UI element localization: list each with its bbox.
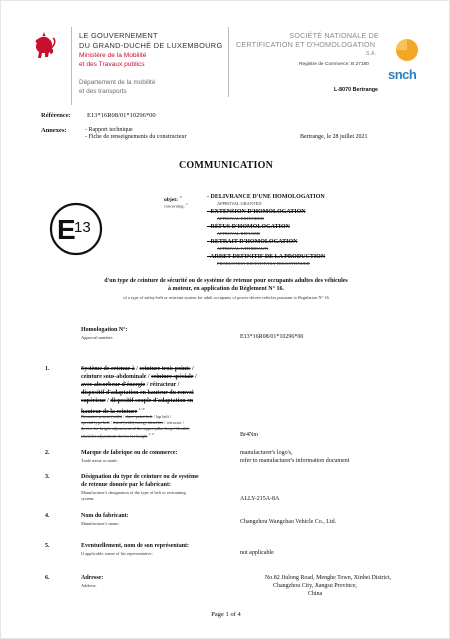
item5-value: not applicable bbox=[240, 550, 274, 556]
item1-en-line4: shoulder adjustment device for height $^{1/ 2/}$ bbox=[81, 432, 155, 439]
ministry-line2: et des Travaux publics bbox=[79, 61, 145, 68]
objet-item-granted: - DELIVRANCE D'UNE HOMOLOGATION bbox=[207, 194, 325, 200]
item2-value-line2: refer to manufacturer's information document bbox=[240, 458, 350, 464]
objet-item-discontinued: - ARRET DEFINITIF DE LA PRODUCTION bbox=[207, 254, 326, 260]
header-divider-left bbox=[71, 27, 72, 105]
annex-item: - Rapport technique bbox=[85, 127, 133, 133]
objet-item-extended: - EXTENSION D'HOMOLOGATION bbox=[207, 209, 306, 215]
item-number: 2. bbox=[45, 450, 50, 456]
item6-value-line3: China bbox=[307, 591, 323, 597]
item1-fr-line1: Système de retenue à / ceinture trois points / bbox=[81, 366, 194, 372]
item-number: 1. bbox=[45, 366, 50, 372]
reference-value: E13*16R08/01*10296*00 bbox=[87, 112, 156, 119]
item6-value-line1: No.82 Jiulong Road, Menghe Town, Xinbei District, bbox=[264, 575, 392, 581]
item-number: 4. bbox=[45, 513, 50, 519]
item3-fr-line2: de retenue donnée par le fabricant: bbox=[81, 482, 171, 488]
gov-line1: LE GOUVERNEMENT bbox=[79, 31, 158, 40]
item3-en-line2: system: bbox=[81, 496, 95, 501]
subject-fr-line2: à moteur, en application du Règlement N° 16. bbox=[167, 286, 284, 292]
item6-en: Address: bbox=[81, 583, 97, 588]
item-number: 3. bbox=[45, 474, 50, 480]
item-number: 6. bbox=[45, 575, 50, 581]
item2-value-line1: manufacturer's logo's, bbox=[240, 450, 293, 456]
item5-fr: Eventuellement, nom de son représentant: bbox=[81, 543, 190, 549]
snch-address: L-8070 Bertrange bbox=[334, 87, 379, 93]
annexes-label: Annexes: bbox=[41, 127, 67, 134]
objet-item-refused-en: APPROVAL REFUSED bbox=[217, 231, 261, 236]
reference-label: Référence: bbox=[41, 112, 71, 119]
page-title: COMMUNICATION bbox=[178, 160, 274, 171]
item1-fr-line2: ceinture sous-abdominale / ceinture spéciale / bbox=[81, 374, 197, 380]
item4-value: Changzhou Wangchao Vehicle Co., Ltd. bbox=[240, 519, 337, 525]
item1-fr-line3: avec absorbeur d'énergie / rétracteur / bbox=[81, 382, 180, 388]
objet-item-refused: - REFUS D'HOMOLOGATION bbox=[207, 224, 290, 230]
objet-item-withdrawn: - RETRAIT D'HOMOLOGATION bbox=[207, 239, 298, 245]
item-number: 5. bbox=[45, 543, 50, 549]
dept-line1: Département de la mobilité bbox=[79, 79, 156, 86]
item5-en: If applicable, name of his representative: bbox=[81, 551, 153, 556]
subject-en: of a type of safety-belt or restraint system for adult occupants of power-driven vehicles pursuant to Regulation N° 16 bbox=[123, 295, 329, 300]
subject-fr-line1: d'un type de ceinture de sécurité ou de système de retenue pour occupants adultes des véhicules bbox=[104, 278, 348, 284]
homologation-label: Homologation N°: bbox=[81, 327, 128, 333]
svg-text:E: E bbox=[57, 214, 76, 245]
item1-fr-line4: dispositif d'adaptation en hauteur du renvoi bbox=[81, 390, 194, 396]
snch-sa: S.A. bbox=[366, 51, 377, 57]
item6-fr: Adresse: bbox=[81, 575, 104, 581]
item2-en: Trade name or mark: bbox=[81, 458, 118, 463]
dept-line2: et des transports bbox=[79, 88, 127, 95]
item1-en-line3: device for height adjustment of the upper pillar loop / flexible bbox=[81, 426, 190, 431]
annex-item: - Fiche de renseignements du constructeur bbox=[85, 134, 187, 140]
lion-logo bbox=[32, 31, 56, 61]
homologation-value: E13*16R08/01*10296*00 bbox=[240, 334, 304, 340]
objet-item-extended-en: APPROVAL EXTENDED bbox=[217, 216, 264, 221]
item1-en-line2: special type belt / fitted (with) energy absorber / retractor / bbox=[81, 420, 184, 425]
item6-value-line2: Changzhou City, Jiangsu Province, bbox=[272, 583, 358, 589]
item2-fr: Marque de fabrique ou de commerce: bbox=[81, 450, 178, 456]
objet-item-discontinued-en: PRODUCTION DEFINITIVELY DISCONTINUED bbox=[217, 261, 310, 266]
snch-logo-text: snch bbox=[388, 67, 417, 82]
item3-value: ALLY-215A-8A bbox=[240, 496, 280, 502]
objet-item-granted-en: APPROVAL GRANTED bbox=[217, 201, 262, 206]
snch-name-line2: CERTIFICATION ET D'HOMOLOGATION bbox=[236, 40, 376, 49]
item1-value: Br4Nm bbox=[240, 432, 258, 438]
header-divider-right bbox=[228, 27, 229, 97]
item3-en-line1: Manufacturer's designation of the type of belt or restraining bbox=[81, 490, 186, 495]
ministry-line1: Ministère de la Mobilité bbox=[79, 52, 147, 59]
snch-register: Registre de Commerce: B 27180 bbox=[299, 62, 369, 67]
gov-line2: DU GRAND-DUCHÉ DE LUXEMBOURG bbox=[79, 41, 223, 50]
item1-en-line1: Restraint system (with) / three-point belt / lap belt / bbox=[81, 414, 172, 419]
item3-fr-line1: Désignation du type de ceinture ou de système bbox=[81, 474, 199, 480]
homologation-label-en: Approval number: bbox=[81, 335, 114, 340]
page-number: Page 1 of 4 bbox=[211, 611, 241, 618]
item4-fr: Nom du fabricant: bbox=[81, 513, 129, 519]
item1-fr-line6: hauteur de la ceinture $^{1/ 2/}$ bbox=[81, 407, 146, 415]
e-mark-number: 13 bbox=[74, 219, 91, 236]
item1-fr-line5: supérieur / dispositif souple d'adaptation en bbox=[81, 398, 194, 404]
objet-label: objet: $^{1/}$ bbox=[164, 195, 183, 203]
objet-item-withdrawn-en: APPROVAL WITHDRAWN bbox=[217, 246, 269, 251]
place-date: Bertrange, le 28 juillet 2021 bbox=[300, 134, 368, 140]
snch-name-line1: SOCIÉTÉ NATIONALE DE bbox=[289, 31, 379, 40]
concerning-label: concerning: $^{1/}$ bbox=[164, 202, 189, 209]
item4-en: Manufacturer's name: bbox=[81, 521, 120, 526]
